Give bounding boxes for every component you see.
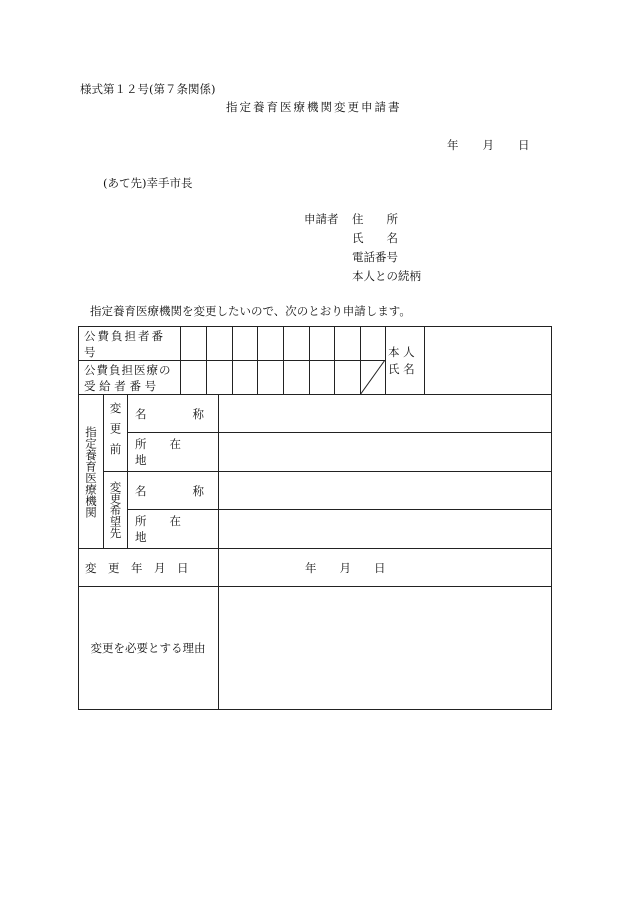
desired-change-label: 変更希望先 [108, 481, 123, 539]
addressee: (あて先)幸手市長 [103, 176, 193, 190]
submission-date [447, 137, 530, 153]
desired-name-label: 名 称 [135, 483, 204, 498]
date-day: 日 [518, 138, 530, 152]
payer-number-input[interactable] [181, 327, 360, 360]
before-name-label: 名 称 [135, 406, 204, 421]
recipient-number-label: 公費負担医療の 受 給 者 番 号 [84, 362, 172, 393]
intro-sentence: 指定養育医療機関を変更したいので、次のとおり申請します。 [90, 304, 411, 318]
applicant-relation-label: 本人との続柄 [352, 269, 421, 283]
payer-number-label: 公費負担者番号 [84, 328, 165, 359]
recipient-number-input[interactable] [181, 361, 360, 394]
applicant-address-label: 住 所 [352, 212, 398, 226]
before-name-input[interactable] [219, 395, 551, 432]
date-month: 月 [482, 138, 494, 152]
diagonal-slash [360, 360, 386, 395]
reason-label: 変更を必要とする理由 [90, 641, 206, 655]
reason-input[interactable] [219, 587, 551, 709]
date-year: 年 [447, 138, 459, 152]
form-number: 様式第１２号(第７条関係) [80, 82, 216, 96]
document-title: 指定養育医療機関変更申請書 [226, 100, 402, 114]
desired-location-input[interactable] [219, 510, 551, 548]
applicant-phone-label: 電話番号 [352, 250, 398, 264]
before-change-label: 変更前 [108, 402, 123, 464]
person-name-input[interactable] [425, 327, 551, 394]
applicant-name-label: 氏 名 [352, 231, 398, 245]
person-name-label: 本 人 氏 名 [388, 345, 415, 376]
institution-label: 指定養育医療機関 [84, 426, 98, 518]
applicant-label: 申請者 [304, 212, 339, 226]
before-location-input[interactable] [219, 433, 551, 471]
desired-name-input[interactable] [219, 472, 551, 509]
applicant-fields [352, 211, 421, 287]
change-date-value: 年 月 日 [305, 560, 386, 575]
change-date-label: 変 更 年 月 日 [85, 560, 189, 575]
desired-location-label: 所 在 地 [135, 514, 204, 544]
before-location-label: 所 在 地 [135, 437, 204, 467]
